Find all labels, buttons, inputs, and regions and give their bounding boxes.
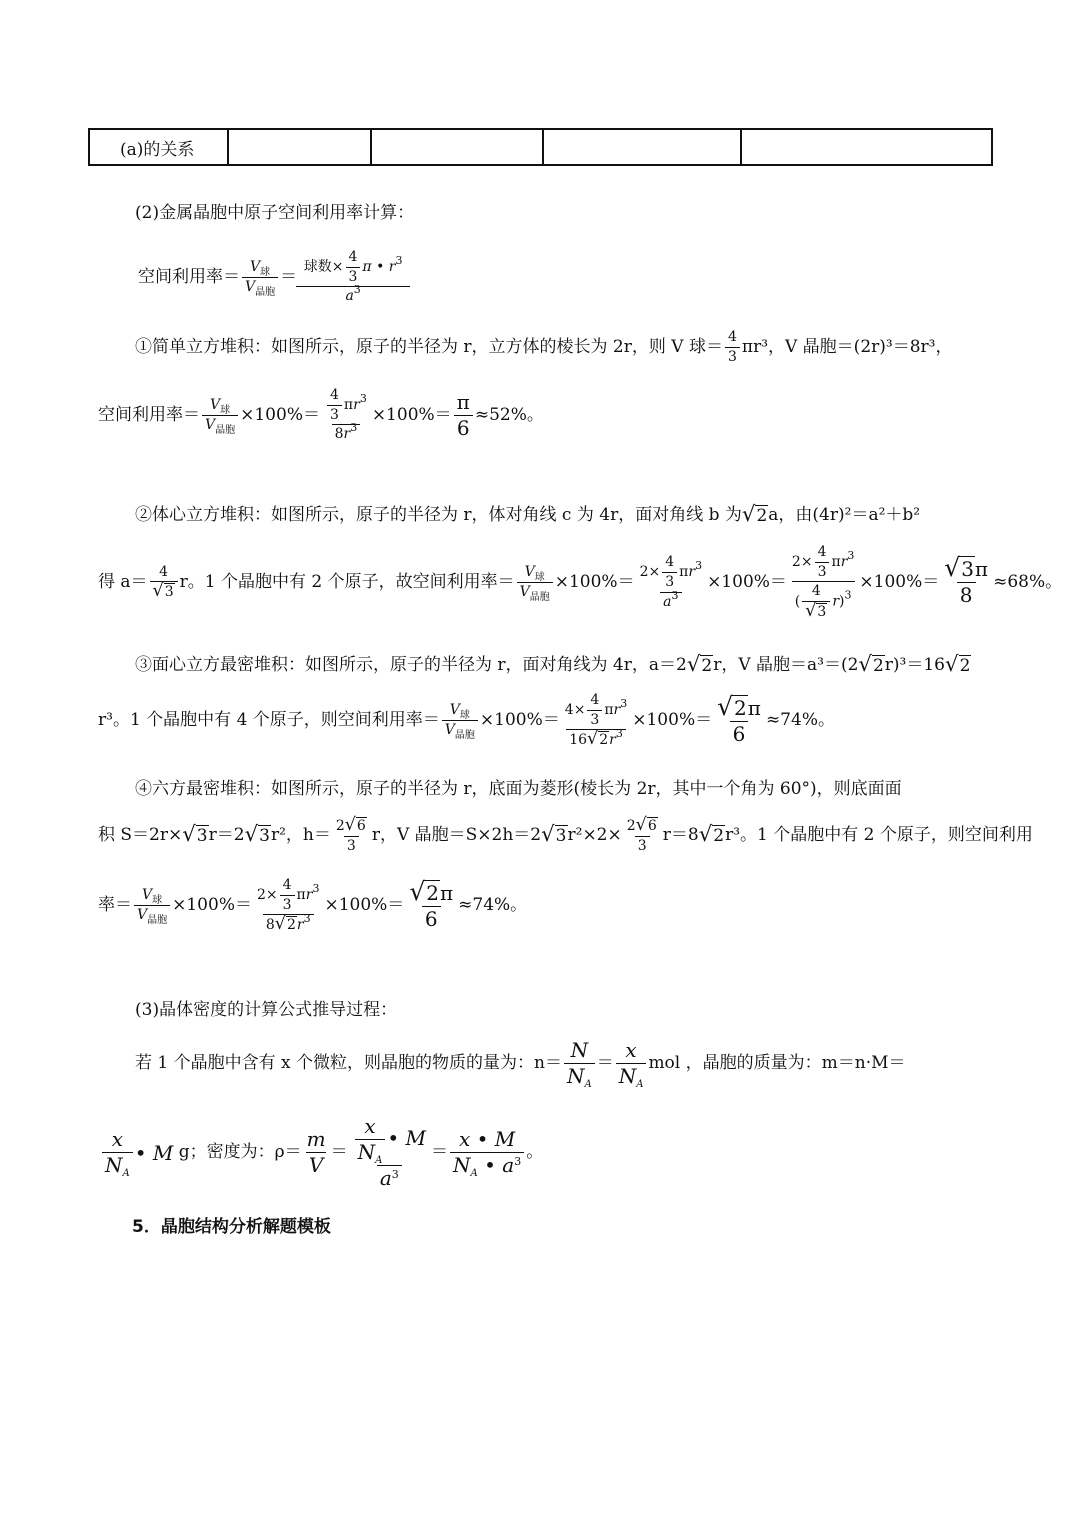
item-1-line-1: ①简单立方堆积：如图所示，原子的半径为 r，立方体的棱长为 2r，则 V 球＝ $\frac{4}{3}$ πr³，V 晶胞＝(2r)³＝8r³， <box>135 329 953 365</box>
table-cell <box>228 129 371 165</box>
item-4-line-2: 积 S＝2r× √3 r＝2 √3 r²，h＝ $\frac{2√6}{3}$ r，V 晶胞＝S×2h＝2 √3 r²×2× $\frac{2√6}{3}$ r＝8 √2 r³。1 个晶胞中有 2 个原子，则空间利用 <box>98 815 1033 854</box>
balls-fraction: 球数× $\frac{4}{3}$ π • $r^3$ $a^3$ <box>299 250 407 304</box>
relation-table-row <box>88 128 993 166</box>
section-3-heading: (3)晶体密度的计算公式推导过程： <box>135 1000 398 1020</box>
item-2-line-1: ②体心立方堆积：如图所示，原子的半径为 r，体对角线 c 为 4r，面对角线 b 为 √2 a，由(4r)²＝a²＋b² <box>135 502 921 527</box>
item-4-line-3: 率＝ $\frac{V_球}{V_{晶胞}}$ ×100%＝ 2× $\frac{4}{3}$ $\pi r^3$ $8√2r^3$ ×100%＝ $\frac{√2\pi}{6}$ ≈74%。 <box>98 876 528 935</box>
general-formula: 空间利用率＝ $\frac{V_球}{V_{晶胞}}$ ＝ 球数× $\frac{4}{3}$ π • $r^3$ $a^3$ <box>138 250 409 304</box>
section-5-heading: 5．晶胞结构分析解题模板 <box>132 1217 331 1237</box>
section-3-line-1: 若 1 个晶胞中含有 x 个微粒，则晶胞的物质的量为：n＝ $\frac{N}{N_A}$ ＝ $\frac{x}{N_A}$ mol ，晶胞的质量为：m＝n·M＝ <box>135 1038 906 1090</box>
item-3-line-2: r³。1 个晶胞中有 4 个原子，则空间利用率＝ $\frac{V_球}{V_{晶胞}}$ ×100%＝ 4× $\frac{4}{3}$ $\pi r^3$ $16√2r^3$ ×100%＝ $\frac{√2\pi}{6}$ ≈74%。 <box>98 691 835 750</box>
section-3-line-2: $\frac{x}{N_A}$ • M g；密度为：ρ＝ $\frac{m}{V}$ ＝ $\frac{x}{N_A}$ • M $a^3$ ＝ $\frac{x • M}{N_A • a^3}$ 。 <box>100 1116 543 1189</box>
item-2-line-2: 得 a＝ $\frac{4}{√3}$ r。1 个晶胞中有 2 个原子，故空间利用率＝ $\frac{V_球}{V_{晶胞}}$ ×100%＝ 2× $\frac{4}{3}$ $\pi r^3$ $a^3$ ×100%＝ 2× $\frac{4}{3}$ $\pi r^3$ ( $\frac{4}{√3}$ r)$^3$ ×100%＝ $\frac{√3\pi}{8}$ ≈68%。 <box>98 544 1063 622</box>
table-cell-label: (a)的关系 <box>89 129 228 165</box>
item-3-line-1: ③面心立方最密堆积：如图所示，原子的半径为 r，面对角线为 4r，a＝2 √2 r，V 晶胞＝a³＝(2 √2 r)³＝16 √2 <box>135 652 971 677</box>
v-ratio-fraction: $\frac{V_球}{V_{晶胞}}$ <box>242 260 278 294</box>
table-cell <box>371 129 543 165</box>
item-1-line-2: 空间利用率＝ $\frac{V_球}{V_{晶胞}}$ ×100%＝ $\frac{4}{3}$ $\pi r^3$ $8r^3$ ×100%＝ $\frac{\pi}{6}$ ≈52%。 <box>98 387 544 443</box>
formula-label: 空间利用率＝ <box>138 266 240 287</box>
section-2-heading: (2)金属晶胞中原子空间利用率计算： <box>135 203 415 223</box>
table-cell <box>741 129 992 165</box>
table-cell <box>543 129 741 165</box>
item-4-line-1: ④六方最密堆积：如图所示，原子的半径为 r，底面为菱形(棱长为 2r，其中一个角为 60°)，则底面面 <box>135 779 902 799</box>
